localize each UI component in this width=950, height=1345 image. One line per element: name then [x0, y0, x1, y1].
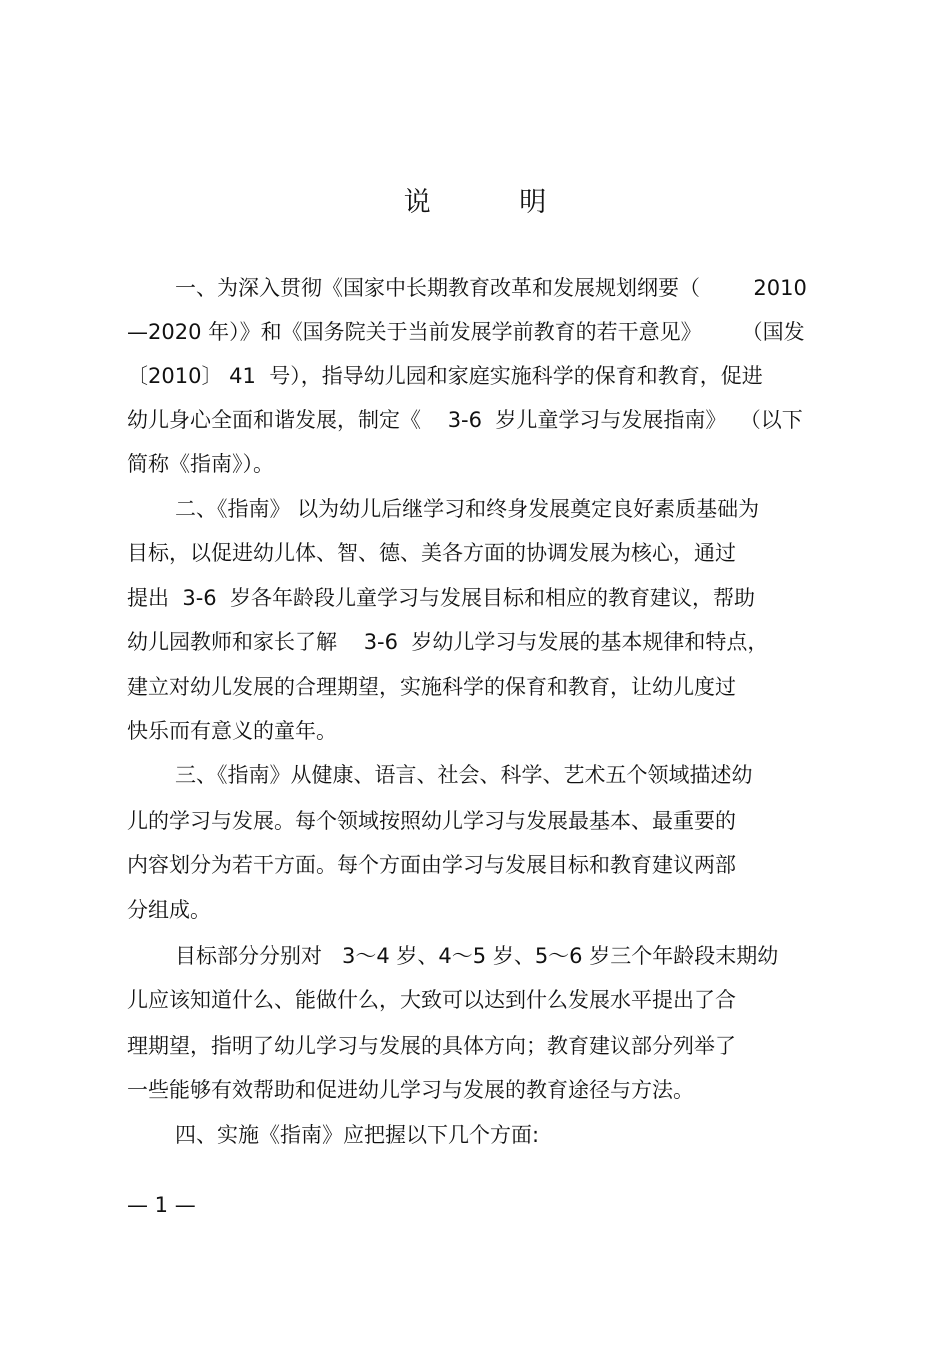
paragraph-4-line-1: 目标部分分别对 3～4 岁、4～5 岁、5～6 岁三个年龄段末期幼 — [175, 944, 779, 968]
paragraph-2-line-2: 目标，以促进幼儿体、智、德、美各方面的协调发展为核心，通过 — [127, 541, 736, 565]
paragraph-2-line-4: 幼儿园教师和家长了解 3-6 岁幼儿学习与发展的基本规律和特点， — [127, 630, 769, 654]
paragraph-1-line-5: 简称《指南》）。 — [127, 452, 274, 476]
paragraph-4-line-3: 理期望，指明了幼儿学习与发展的具体方向；教育建议部分列举了 — [127, 1034, 736, 1058]
paragraph-2-line-1: 二、《指南》 以为幼儿后继学习和终身发展奠定良好素质基础为 — [175, 497, 760, 521]
paragraph-3-line-2: 儿的学习与发展。每个领域按照幼儿学习与发展最基本、最重要的 — [127, 809, 736, 833]
paragraph-2-line-6: 快乐而有意义的童年。 — [127, 719, 337, 743]
paragraph-4-line-4: 一些能够有效帮助和促进幼儿学习与发展的教育途径与方法。 — [127, 1078, 694, 1102]
paragraph-2-line-3: 提出 3-6 岁各年龄段儿童学习与发展目标和相应的教育建议，帮助 — [127, 586, 755, 610]
page-number: — 1 — — [127, 1193, 196, 1217]
paragraph-1-line-3: 〔2010〕 41 号），指导幼儿园和家庭实施科学的保育和教育，促进 — [127, 364, 763, 388]
paragraph-4-line-2: 儿应该知道什么、能做什么，大致可以达到什么发展水平提出了合 — [127, 988, 736, 1012]
paragraph-3-line-3: 内容划分为若干方面。每个方面由学习与发展目标和教育建议两部 — [127, 853, 736, 877]
paragraph-3-line-1: 三、《指南》从健康、语言、社会、科学、艺术五个领域描述幼 — [175, 763, 753, 787]
page-title: 说 明 — [403, 187, 587, 218]
paragraph-1-line-1: 一、为深入贯彻《国家中长期教育改革和发展规划纲要（ 2010 — [175, 276, 807, 300]
paragraph-1-line-4: 幼儿身心全面和谐发展，制定《 3-6 岁儿童学习与发展指南》 （以下 — [127, 408, 803, 432]
paragraph-5-line-1: 四、实施《指南》应把握以下几个方面: — [175, 1123, 540, 1147]
paragraph-1-line-2: —2020 年）》和《国务院关于当前发展学前教育的若干意见》 （国发 — [127, 320, 805, 344]
paragraph-2-line-5: 建立对幼儿发展的合理期望，实施科学的保育和教育，让幼儿度过 — [127, 675, 736, 699]
paragraph-3-line-4: 分组成。 — [127, 898, 211, 922]
